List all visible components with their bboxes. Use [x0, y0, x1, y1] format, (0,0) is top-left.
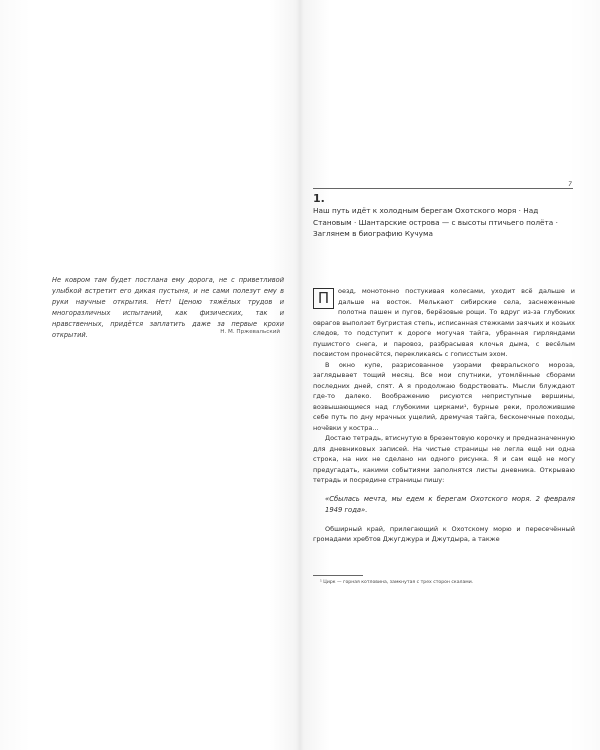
epigraph-author: Н. М. Пржевальский	[220, 329, 280, 335]
paragraph-3: Достаю тетрадь, втиснутую в брезентовую корочку и предназначенную для дневниковых записей. На чистые страницы не легла ещё ни одна строка, на них не сделано ни одного рисунка. Я и сам ещё не могу предугадать, какими событиями заполнятся листы дневника. Открываю тетрадь и посредине страницы пишу:	[313, 434, 575, 484]
paragraph-4: Обширный край, прилегающий к Охотскому морю и пересечённый громадами хребтов Джугджура и Джутдыра, а также	[313, 524, 575, 543]
paragraph-1	[313, 286, 575, 360]
epigraph: Не ковром там будет постлана ему дорога, не с приветливой улыбкой встретит его дикая пустыня, и не сами полезут ему в руки научные открытия. Нет! Ценою тяжёлых трудов и многоразличных испытаний, как физических, так и нравственных, придётся заплатить даже за первые крохи открытий.	[52, 276, 284, 339]
diary-quote: «Сбылась мечта, мы едем к берегам Охотского моря. 2 февраля 1949 года».	[325, 494, 575, 514]
chapter-subtitle: Наш путь идёт к холодным берегам Охотского моря · Над Становым · Шантарские острова — с высоты птичьего полёта · Заглянем в биографию Кучума	[313, 206, 558, 238]
paragraph-1-text: оезд, монотонно постукивая колесами, уходит всё дальше и дальше на восток. Мелькают сибирские села, заснеженные полотна пашен и пугов, берёзовые рощи. То вдруг из-за глубоких оврагов выползет бугристая степь, исписанная стежками заячьих и козьих следов, то подступит к дороге могучая тайга, убранная гирляндами пушистого снега, и паровоз, разбрасывая клочья дыма, с весёлым посвистом пронесётся, перекликаясь с гописстым эхом.	[313, 287, 575, 358]
drop-cap: П	[313, 288, 334, 309]
header-rule	[313, 188, 573, 189]
body-text	[313, 286, 575, 545]
chapter-heading	[313, 192, 575, 240]
chapter-number: 1.	[313, 192, 325, 205]
footnote-rule	[313, 575, 363, 576]
paragraph-2: В окно купе, разрисованное узорами февральского мороза, заглядывает тощий месяц. Все мои спутники, утомлённые сборами последних дней, спят. А я продолжаю бодрствовать. Мысли блуждают где-то далеко. Воображению рисуются неприступные вершины, возвышающиеся над глубокими цирками¹, бурные реки, проложившие себе путь по дну мрачных ущелий, дремучая тайга, бесконечные походы, ночёвки у костра...	[313, 360, 575, 432]
footnote: ¹ Цирк — горная котловина, замкнутая с трех сторон скалами.	[320, 580, 474, 585]
page-number: 7	[568, 181, 572, 188]
